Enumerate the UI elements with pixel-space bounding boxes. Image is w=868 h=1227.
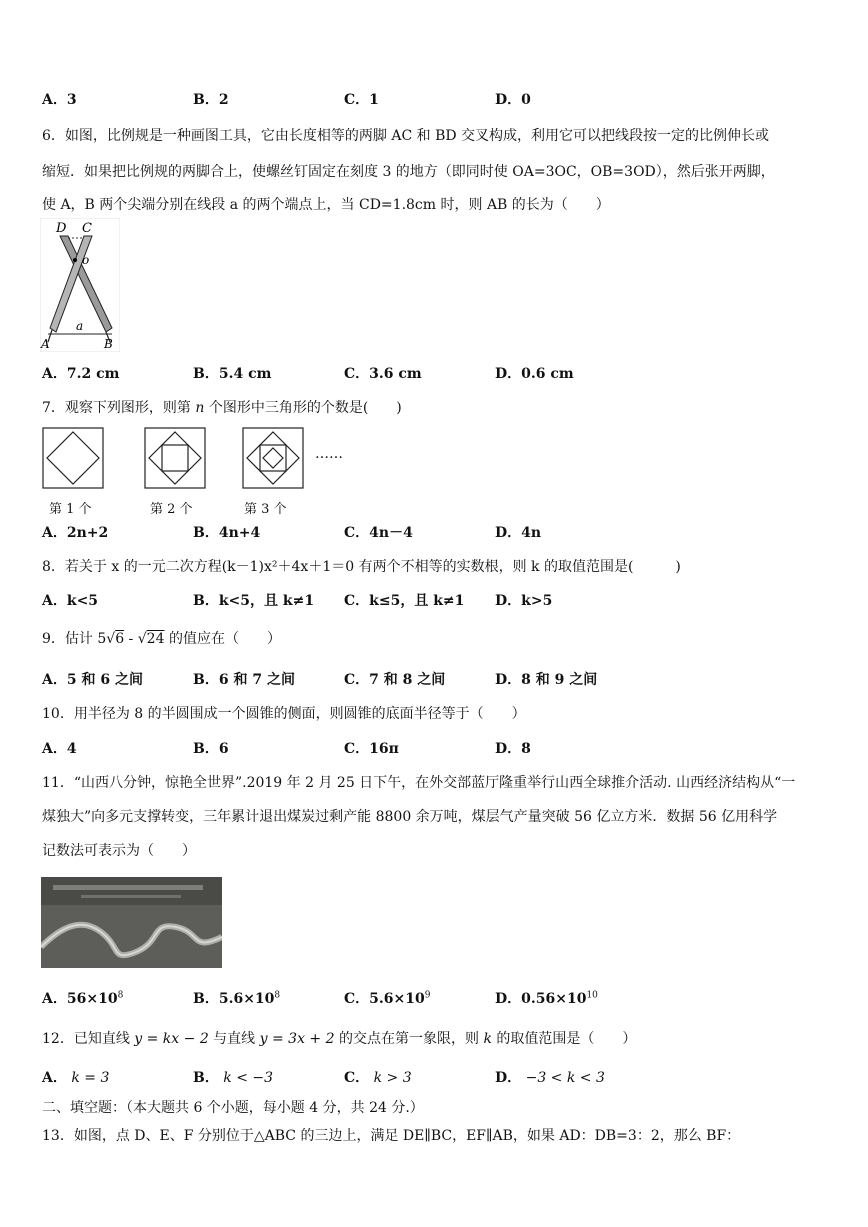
q6-options — [0, 364, 868, 384]
q7-stem: 7．观察下列图形，则第 n 个图形中三角形的个数是( ) — [42, 400, 402, 416]
q8-option-a: A．k<5 — [42, 593, 99, 609]
label-a: A — [41, 337, 50, 351]
q6-stem-line-3: 使 A，B 两个尖端分别在线段 a 的两个端点上，当 CD=1.8cm 时，则 AB 的长为（ ） — [42, 197, 610, 213]
q11-options — [0, 989, 868, 1009]
q7-option-c: C．4n－4 — [344, 525, 413, 541]
q8-option-c: C．k≤5，且 k≠1 — [344, 593, 465, 609]
q7-option-a: A．2n+2 — [42, 525, 109, 541]
q12-stem: 12．已知直线 y = kx − 2 与直线 y = 3x + 2 的交点在第一象限，则 k 的取值范围是（ ） — [42, 1031, 637, 1047]
sqrt-6: √6 — [106, 631, 125, 647]
label-o: o — [82, 253, 90, 267]
q12-option-b: B． k < −3 — [193, 1070, 274, 1086]
q6-stem-line-1: 6．如图，比例规是一种画图工具，它由长度相等的两脚 AC 和 BD 交叉构成，利用它可以把线段按一定的比例伸长或 — [42, 128, 770, 144]
q5-option-d: D．0 — [495, 92, 531, 108]
q13-stem: 13．如图，点 D、E、F 分别位于△ABC 的三边上，满足 DE∥BC，EF∥AB，如果 AD：DB=3：2，那么 BF： — [42, 1128, 741, 1144]
label-a-segment: a — [76, 319, 84, 333]
q9-options — [0, 670, 868, 690]
q11-stem-line-1: 11．“山西八分钟，惊艳全世界”.2019 年 2 月 25 日下午，在外交部蓝厅隆重举行山西全球推介活动. 山西经济结构从“一 — [42, 775, 796, 791]
proportional-divider-figure — [40, 218, 120, 352]
q12-option-c: C． k > 3 — [344, 1070, 412, 1086]
q8-stem: 8．若关于 x 的一元二次方程(k－1)x²＋4x＋1＝0 有两个不相等的实数根，则 k 的取值范围是( ) — [42, 559, 681, 575]
q11-option-a: A．$56\times 10^8$ — [42, 990, 124, 1007]
shanxi-promotion-photo — [41, 877, 222, 968]
q9-option-c: C．7 和 8 之间 — [344, 672, 446, 688]
q11-option-d: D．$0.56\times 10^{10}$ — [495, 990, 598, 1007]
equation-2: y = 3x + 2 — [259, 1031, 335, 1047]
q9-option-a: A．5 和 6 之间 — [42, 672, 143, 688]
q7-figure-2 — [144, 427, 206, 489]
q10-options — [0, 739, 868, 759]
q7-option-d: D．4n — [495, 525, 542, 541]
q7-figure-1 — [42, 427, 104, 489]
q12-option-d: D． −3 < k < 3 — [495, 1070, 605, 1086]
equation-1: y = kx − 2 — [134, 1031, 209, 1047]
q10-option-c: C．16π — [344, 741, 399, 757]
q12-options — [0, 1068, 868, 1088]
q9-option-b: B．6 和 7 之间 — [193, 672, 295, 688]
label-b: B — [104, 337, 113, 351]
q6-option-c: C．3.6 cm — [344, 366, 422, 382]
q7-figure-3 — [242, 427, 304, 489]
q7-ellipsis: …… — [315, 446, 343, 462]
q7-option-b: B．4n+4 — [193, 525, 261, 541]
q11-option-c: C．$5.6\times 10^9$ — [344, 990, 431, 1007]
q8-options — [0, 591, 868, 611]
q11-stem-line-2: 煤独大”向多元支撑转变，三年累计退出煤炭过剩产能 8800 余万吨，煤层气产量突破 56 亿立方米．数据 56 亿用科学 — [42, 809, 778, 825]
q8-option-b: B．k<5，且 k≠1 — [193, 593, 315, 609]
q10-stem: 10．用半径为 8 的半圆围成一个圆锥的侧面，则圆锥的底面半径等于（ ） — [42, 706, 526, 722]
q12-option-a: A． k = 3 — [42, 1070, 110, 1086]
label-c: C — [82, 221, 92, 236]
q11-stem-line-3: 记数法可表示为（ ） — [42, 843, 196, 859]
label-d: D — [56, 221, 67, 236]
q9-stem: 9．估计 5√6 - √24 的值应在（ ） — [42, 631, 281, 647]
q7-options — [0, 523, 868, 543]
section-2-heading: 二、填空题：（本大题共 6 个小题，每小题 4 分，共 24 分.） — [42, 1100, 424, 1116]
q10-option-d: D．8 — [495, 741, 531, 757]
q5-option-b: B．2 — [193, 92, 229, 108]
q7-caption-2: 第 2 个 — [150, 502, 193, 517]
q11-option-b: B．$5.6\times 10^8$ — [193, 990, 281, 1007]
sqrt-24: √24 — [137, 631, 165, 647]
q9-option-d: D．8 和 9 之间 — [495, 672, 598, 688]
q5-options — [0, 90, 868, 110]
q8-option-d: D．k>5 — [495, 593, 553, 609]
q10-option-b: B．6 — [193, 741, 229, 757]
q7-caption-3: 第 3 个 — [244, 502, 287, 517]
q7-caption-1: 第 1 个 — [49, 502, 92, 517]
q6-stem-line-2: 缩短．如果把比例规的两脚合上，使螺丝钉固定在刻度 3 的地方（即同时使 OA=3OC，OB=3OD），然后张开两脚， — [42, 164, 775, 180]
q10-option-a: A．4 — [42, 741, 77, 757]
q6-option-a: A．7.2 cm — [42, 366, 120, 382]
q6-option-b: B．5.4 cm — [193, 366, 272, 382]
q5-option-c: C．1 — [344, 92, 379, 108]
q5-option-a: A．3 — [42, 92, 77, 108]
q6-option-d: D．0.6 cm — [495, 366, 574, 382]
